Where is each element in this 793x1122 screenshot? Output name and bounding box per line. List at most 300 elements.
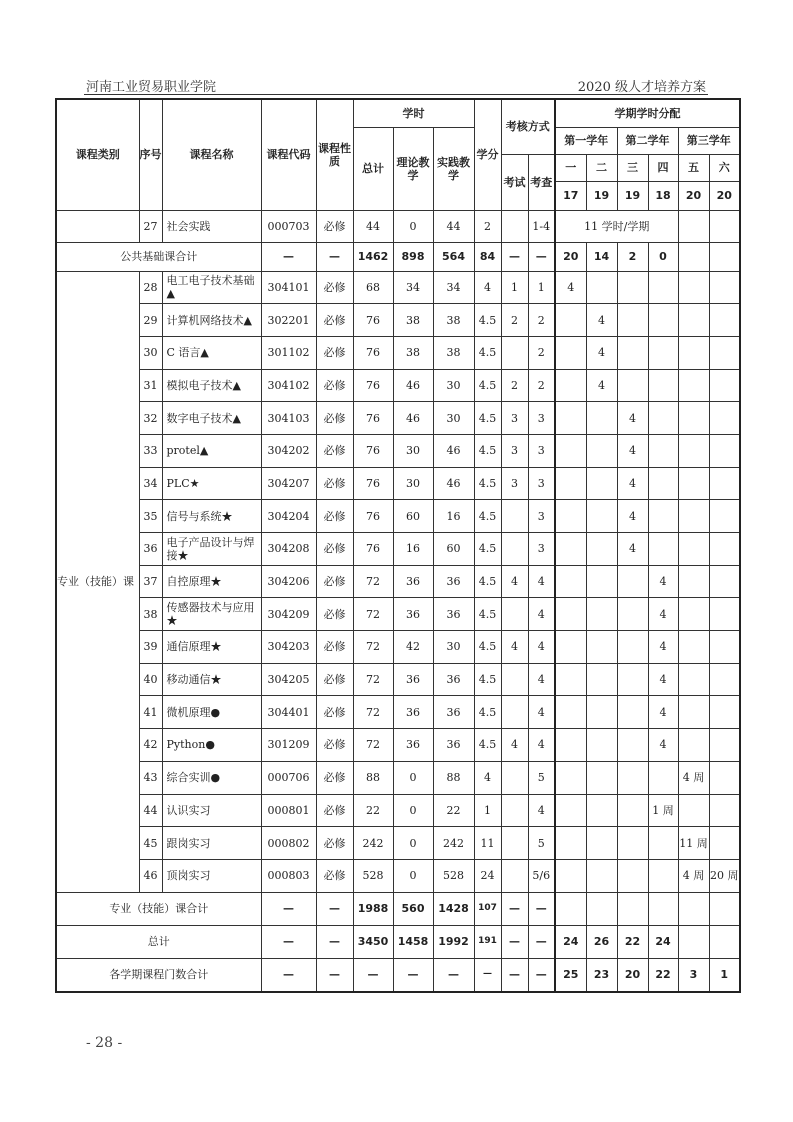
hours-total: 44 (353, 210, 393, 242)
header-year1: 第一学年 (555, 127, 617, 154)
table-row (56, 859, 740, 892)
exam-semester (501, 794, 528, 827)
seq-cell: 34 (139, 467, 162, 500)
sem6-hours: 20 周 (709, 859, 740, 892)
hours-total: 76 (353, 533, 393, 566)
semester-note: 11 学时/学期 (555, 210, 678, 242)
sem4-hours: 4 (648, 565, 678, 598)
sem1-hours (555, 336, 586, 369)
sem6-hours (709, 271, 740, 304)
sem6-hours (709, 500, 740, 533)
table-row (56, 402, 740, 435)
credits: 4.5 (474, 598, 501, 631)
course-name: 数字电子技术▲ (162, 402, 261, 435)
credits: 4.5 (474, 663, 501, 696)
header-sem-4: 四 (648, 154, 678, 181)
header-weeks-6: 20 (709, 181, 740, 210)
sem1-hours (555, 500, 586, 533)
check-semester: 3 (528, 467, 555, 500)
sem2-hours (586, 598, 617, 631)
subtotal-code: — (261, 242, 316, 271)
header-semester-dist: 学期学时分配 (555, 99, 740, 127)
summary-s2: 23 (586, 958, 617, 992)
sem3-hours: 4 (617, 500, 648, 533)
credits: 4.5 (474, 696, 501, 729)
header-doc-title: 2020 级人才培养方案 (577, 80, 706, 95)
sem2-hours: 4 (586, 304, 617, 337)
credits: 4.5 (474, 729, 501, 762)
header-sem-6: 六 (709, 154, 740, 181)
sem4-hours (648, 271, 678, 304)
sem5-hours: 11 周 (678, 827, 709, 860)
summary-theory: 1458 (393, 925, 433, 958)
summary-s1: 24 (555, 925, 586, 958)
header-sem-5: 五 (678, 154, 709, 181)
sem2-hours (586, 500, 617, 533)
table-row (56, 467, 740, 500)
sem2-hours (586, 794, 617, 827)
course-nature: 必修 (316, 859, 353, 892)
sem4-hours: 4 (648, 696, 678, 729)
sem1-hours (555, 663, 586, 696)
subtotal-theory: 898 (393, 242, 433, 271)
course-name: PLC★ (162, 467, 261, 500)
sem4-hours: 4 (648, 663, 678, 696)
curriculum-table (55, 98, 741, 993)
summary-total: — (353, 958, 393, 992)
course-code: 000706 (261, 761, 316, 794)
check-semester: 4 (528, 696, 555, 729)
sem4-hours (648, 500, 678, 533)
summary-exam: — (501, 925, 528, 958)
seq-cell: 29 (139, 304, 162, 337)
sem3-hours (617, 631, 648, 664)
sem6-hours (709, 369, 740, 402)
summary-s3: 20 (617, 958, 648, 992)
check-semester: 2 (528, 304, 555, 337)
course-name: 模拟电子技术▲ (162, 369, 261, 402)
hours-total: 76 (353, 500, 393, 533)
credits: 4.5 (474, 369, 501, 402)
header-category: 课程类别 (56, 99, 139, 210)
sem1-hours (555, 827, 586, 860)
course-code: 000802 (261, 827, 316, 860)
hours-practice: 528 (433, 859, 474, 892)
summary-s1: 25 (555, 958, 586, 992)
check-semester: 4 (528, 565, 555, 598)
credits: 4.5 (474, 631, 501, 664)
summary-check: — (528, 925, 555, 958)
summary-s3: 22 (617, 925, 648, 958)
course-nature: 必修 (316, 434, 353, 467)
course-name: 信号与系统★ (162, 500, 261, 533)
course-code: 304205 (261, 663, 316, 696)
hours-theory: 30 (393, 434, 433, 467)
summary-s5: 3 (678, 958, 709, 992)
summary-code: — (261, 925, 316, 958)
summary-theory: 560 (393, 892, 433, 925)
sem2-hours (586, 859, 617, 892)
sem6-hours (709, 565, 740, 598)
sem1-hours (555, 369, 586, 402)
course-name: 计算机网络技术▲ (162, 304, 261, 337)
hours-practice: 46 (433, 467, 474, 500)
course-code: 304101 (261, 271, 316, 304)
course-code: 304202 (261, 434, 316, 467)
hours-practice: 36 (433, 663, 474, 696)
course-code: 000703 (261, 210, 316, 242)
exam-semester: 2 (501, 304, 528, 337)
sem4-hours: 4 (648, 729, 678, 762)
sem3-hours (617, 304, 648, 337)
exam-semester (501, 761, 528, 794)
subtotal-row (56, 242, 740, 271)
exam-semester (501, 598, 528, 631)
credits: 2 (474, 210, 501, 242)
hours-total: 72 (353, 598, 393, 631)
subtotal-s6 (709, 242, 740, 271)
check-semester: 4 (528, 598, 555, 631)
sem6-hours (709, 467, 740, 500)
sem2-hours (586, 631, 617, 664)
sem3-hours (617, 565, 648, 598)
course-code: 304204 (261, 500, 316, 533)
credits: 4.5 (474, 304, 501, 337)
table-row (56, 598, 740, 631)
table-row (56, 271, 740, 304)
hours-theory: 0 (393, 827, 433, 860)
summary-code: — (261, 958, 316, 992)
sem3-hours (617, 794, 648, 827)
sem2-hours (586, 402, 617, 435)
table-row (56, 304, 740, 337)
subtotal-s5 (678, 242, 709, 271)
summary-practice: 1992 (433, 925, 474, 958)
check-semester: 1-4 (528, 210, 555, 242)
seq-cell: 46 (139, 859, 162, 892)
exam-semester: 4 (501, 631, 528, 664)
course-nature: 必修 (316, 500, 353, 533)
sem6-hours (709, 761, 740, 794)
header-rule (84, 94, 708, 95)
course-nature: 必修 (316, 794, 353, 827)
course-name: Python● (162, 729, 261, 762)
hours-practice: 44 (433, 210, 474, 242)
course-code: 304207 (261, 467, 316, 500)
subtotal-s4: 0 (648, 242, 678, 271)
table-row (56, 729, 740, 762)
sem3-hours (617, 336, 648, 369)
credits: 4.5 (474, 402, 501, 435)
hours-total: 76 (353, 304, 393, 337)
sem6-hours (709, 631, 740, 664)
course-name: 跟岗实习 (162, 827, 261, 860)
credits: 1 (474, 794, 501, 827)
sem5-hours (678, 696, 709, 729)
course-code: 304103 (261, 402, 316, 435)
credits: 24 (474, 859, 501, 892)
summary-s2 (586, 892, 617, 925)
sem4-hours (648, 827, 678, 860)
sem5-hours: 4 周 (678, 859, 709, 892)
course-code: 301102 (261, 336, 316, 369)
summary-practice: — (433, 958, 474, 992)
sem4-hours: 1 周 (648, 794, 678, 827)
sem4-hours (648, 467, 678, 500)
course-name: C 语言▲ (162, 336, 261, 369)
hours-total: 72 (353, 631, 393, 664)
sem1-hours (555, 533, 586, 566)
header-sem-1: 一 (555, 154, 586, 181)
exam-semester (501, 859, 528, 892)
exam-semester: 3 (501, 467, 528, 500)
summary-s6 (709, 925, 740, 958)
seq-cell: 30 (139, 336, 162, 369)
hours-practice: 88 (433, 761, 474, 794)
check-semester: 4 (528, 631, 555, 664)
seq-cell: 35 (139, 500, 162, 533)
sem6-hours (709, 533, 740, 566)
sem4-hours (648, 533, 678, 566)
sem6-hours (709, 210, 740, 242)
sem3-hours (617, 663, 648, 696)
summary-s6: 1 (709, 958, 740, 992)
summary-nature: — (316, 892, 353, 925)
header-seq: 序号 (139, 99, 162, 210)
course-nature: 必修 (316, 729, 353, 762)
table-row (56, 631, 740, 664)
sem3-hours (617, 369, 648, 402)
sem5-hours (678, 533, 709, 566)
sem1-hours (555, 761, 586, 794)
hours-practice: 36 (433, 598, 474, 631)
check-semester: 2 (528, 369, 555, 402)
check-semester: 5 (528, 761, 555, 794)
header-sem-3: 三 (617, 154, 648, 181)
hours-theory: 30 (393, 467, 433, 500)
hours-total: 242 (353, 827, 393, 860)
sem6-hours (709, 434, 740, 467)
hours-total: 88 (353, 761, 393, 794)
exam-semester: 2 (501, 369, 528, 402)
hours-theory: 36 (393, 565, 433, 598)
summary-s5 (678, 925, 709, 958)
subtotal-s1: 20 (555, 242, 586, 271)
sem6-hours (709, 598, 740, 631)
sem1-hours: 4 (555, 271, 586, 304)
sem2-hours (586, 663, 617, 696)
credits: 11 (474, 827, 501, 860)
sem3-hours: 4 (617, 533, 648, 566)
hours-theory: 46 (393, 369, 433, 402)
hours-practice: 34 (433, 271, 474, 304)
summary-s1 (555, 892, 586, 925)
sem6-hours (709, 336, 740, 369)
course-name: 传感器技术与应用★ (162, 598, 261, 631)
summary-credits: 191 (474, 925, 501, 958)
course-name: 电子产品设计与焊接★ (162, 533, 261, 566)
sem2-hours (586, 271, 617, 304)
hours-practice: 36 (433, 565, 474, 598)
sem2-hours (586, 729, 617, 762)
seq-cell: 44 (139, 794, 162, 827)
sem5-hours (678, 663, 709, 696)
check-semester: 1 (528, 271, 555, 304)
course-nature: 必修 (316, 402, 353, 435)
summary-nature: — (316, 958, 353, 992)
hours-practice: 38 (433, 304, 474, 337)
sem2-hours (586, 696, 617, 729)
sem1-hours (555, 729, 586, 762)
seq-cell: 40 (139, 663, 162, 696)
header-weeks-5: 20 (678, 181, 709, 210)
course-code: 304209 (261, 598, 316, 631)
hours-practice: 30 (433, 402, 474, 435)
course-code: 304401 (261, 696, 316, 729)
summary-check: — (528, 958, 555, 992)
sem1-hours (555, 434, 586, 467)
credits: 4.5 (474, 533, 501, 566)
course-nature: 必修 (316, 631, 353, 664)
sem5-hours (678, 336, 709, 369)
sem6-hours (709, 696, 740, 729)
table-row (56, 696, 740, 729)
header-weeks-2: 19 (586, 181, 617, 210)
header-year2: 第二学年 (617, 127, 678, 154)
check-semester: 5/6 (528, 859, 555, 892)
sem2-hours (586, 761, 617, 794)
exam-semester (501, 500, 528, 533)
sem3-hours: 4 (617, 467, 648, 500)
hours-practice: 46 (433, 434, 474, 467)
sem1-hours (555, 402, 586, 435)
check-semester: 3 (528, 402, 555, 435)
sem5-hours (678, 598, 709, 631)
sem3-hours (617, 696, 648, 729)
exam-semester: 3 (501, 434, 528, 467)
check-semester: 4 (528, 794, 555, 827)
sem1-hours (555, 304, 586, 337)
table-row (56, 761, 740, 794)
table-row (56, 663, 740, 696)
course-code: 000803 (261, 859, 316, 892)
summary-exam: — (501, 958, 528, 992)
hours-total: 72 (353, 729, 393, 762)
sem5-hours (678, 210, 709, 242)
sem3-hours (617, 271, 648, 304)
table-row (56, 565, 740, 598)
sem4-hours: 4 (648, 631, 678, 664)
sem6-hours (709, 729, 740, 762)
hours-total: 72 (353, 565, 393, 598)
header-hours-total: 总计 (353, 127, 393, 210)
exam-semester: 3 (501, 402, 528, 435)
sem5-hours (678, 794, 709, 827)
hours-practice: 22 (433, 794, 474, 827)
exam-semester: 4 (501, 729, 528, 762)
table-row (56, 369, 740, 402)
sem1-hours (555, 859, 586, 892)
hours-practice: 60 (433, 533, 474, 566)
course-nature: 必修 (316, 565, 353, 598)
course-nature: 必修 (316, 696, 353, 729)
hours-total: 22 (353, 794, 393, 827)
sem3-hours (617, 761, 648, 794)
sem6-hours (709, 663, 740, 696)
table-row (56, 533, 740, 566)
exam-semester (501, 827, 528, 860)
table-row (56, 827, 740, 860)
hours-theory: 0 (393, 794, 433, 827)
sem1-hours (555, 598, 586, 631)
credits: 4.5 (474, 565, 501, 598)
course-name: 社会实践 (162, 210, 261, 242)
table-row (56, 500, 740, 533)
header-sem-2: 二 (586, 154, 617, 181)
summary-credits: 107 (474, 892, 501, 925)
sem4-hours: 4 (648, 598, 678, 631)
hours-theory: 34 (393, 271, 433, 304)
credits: 4.5 (474, 336, 501, 369)
course-name: 自控原理★ (162, 565, 261, 598)
page-number: - 28 - (86, 1035, 123, 1051)
summary-practice: 1428 (433, 892, 474, 925)
hours-theory: 60 (393, 500, 433, 533)
sem6-hours (709, 794, 740, 827)
seq-cell: 33 (139, 434, 162, 467)
hours-theory: 38 (393, 304, 433, 337)
sem3-hours (617, 598, 648, 631)
sem1-hours (555, 696, 586, 729)
seq-cell: 41 (139, 696, 162, 729)
subtotal-practice: 564 (433, 242, 474, 271)
header-name: 课程名称 (162, 99, 261, 210)
subtotal-s3: 2 (617, 242, 648, 271)
header-year3: 第三学年 (678, 127, 740, 154)
credits: 4 (474, 271, 501, 304)
course-nature: 必修 (316, 467, 353, 500)
seq-cell: 42 (139, 729, 162, 762)
sem2-hours (586, 827, 617, 860)
course-nature: 必修 (316, 369, 353, 402)
summary-code: — (261, 892, 316, 925)
category-cell-empty (56, 210, 139, 242)
check-semester: 2 (528, 336, 555, 369)
header-institution: 河南工业贸易职业学院 (86, 80, 217, 95)
hours-practice: 16 (433, 500, 474, 533)
hours-total: 76 (353, 336, 393, 369)
sem5-hours (678, 402, 709, 435)
hours-practice: 30 (433, 631, 474, 664)
hours-theory: 0 (393, 210, 433, 242)
check-semester: 3 (528, 434, 555, 467)
exam-semester (501, 533, 528, 566)
header-weeks-1: 17 (555, 181, 586, 210)
course-nature: 必修 (316, 336, 353, 369)
hours-total: 76 (353, 434, 393, 467)
sem3-hours (617, 827, 648, 860)
seq-cell: 38 (139, 598, 162, 631)
exam-semester (501, 663, 528, 696)
sem6-hours (709, 304, 740, 337)
course-name: 通信原理★ (162, 631, 261, 664)
subtotal-label: 公共基础课合计 (56, 242, 261, 271)
summary-credits: — (474, 958, 501, 992)
course-code: 302201 (261, 304, 316, 337)
exam-semester (501, 210, 528, 242)
credits: 4.5 (474, 500, 501, 533)
sem4-hours (648, 336, 678, 369)
